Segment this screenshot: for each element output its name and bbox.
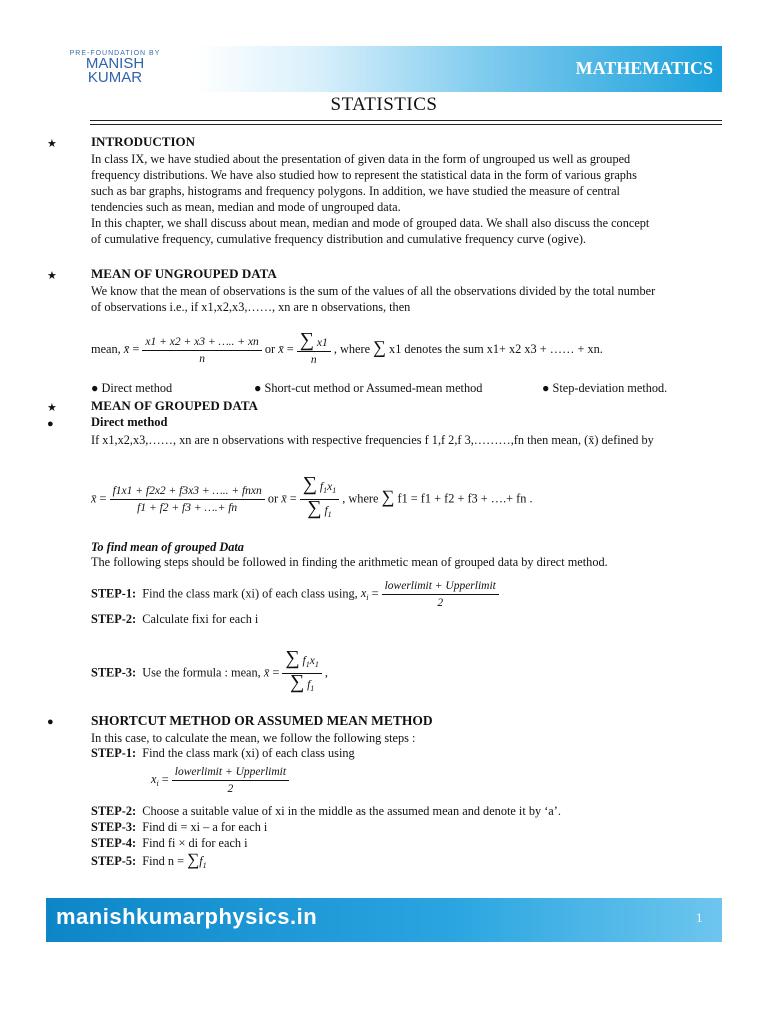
footer-url-link[interactable]: manishkumarphysics.in <box>56 904 318 929</box>
step-text: Find the class mark (xi) of each class using <box>142 746 355 760</box>
step-text: Find the class mark (xi) of each class using, <box>142 586 358 601</box>
step-label: STEP-4: <box>91 836 137 850</box>
where-text: , where <box>333 341 371 356</box>
step-label: STEP-3: <box>91 665 137 680</box>
page-number: 1 <box>696 910 703 925</box>
step-text: Choose a suitable value of xi in the middle as the assumed mean and denote it by ‘a’. <box>142 804 561 818</box>
bullet-dot: ● <box>47 716 54 728</box>
fraction-numerator: lowerlimit + Upperlimit <box>172 764 289 781</box>
grouped-fraction <box>110 483 265 516</box>
fraction-numerator: lowerlimit + Upperlimit <box>382 578 499 595</box>
find-mean-heading: To find mean of grouped Data <box>91 540 244 554</box>
fraction-denominator: f1 + f2 + f3 + ….+ fn <box>137 502 238 514</box>
star-icon: ★ <box>47 270 57 282</box>
step-label: STEP-3: <box>91 820 137 834</box>
step-row <box>91 611 258 627</box>
mean-formula: mean, x̄ = $\frac{x1 + x2 + x3 + \dots.. + xn}{n}$ or x̄ = $\frac{\sum x1}{n}$ , where ∑ x1 denotes the sum x1+ x2 x3 + …… + xn. <box>91 329 603 366</box>
step-row: STEP-3: Use the formula : mean, x̄ = $\frac{\sum f_1x_1}{\sum f_1}$ , <box>91 650 328 697</box>
classmark-fraction <box>172 764 289 797</box>
step-text: Use the formula : mean, <box>142 665 261 680</box>
method-item: ● Short-cut method or Assumed-mean method <box>254 381 483 395</box>
fraction-numerator: f1x1 + f2x2 + f3x3 + ….. + fnxn <box>110 483 265 500</box>
logo <box>55 50 175 90</box>
sum-term: x1 <box>316 337 328 349</box>
sum-fraction: $\frac{\sum x1}{n}$ <box>297 332 331 368</box>
fraction-denominator: 2 <box>227 783 234 795</box>
step-row <box>91 745 355 761</box>
bullet-dot: ● <box>47 418 54 430</box>
step-row <box>91 803 561 819</box>
shortcut-heading: SHORTCUT METHOD OR ASSUMED MEAN METHOD <box>91 713 433 728</box>
mean-fraction <box>142 334 261 367</box>
logo-name-first: MANISH <box>85 55 145 72</box>
step-label: STEP-5: <box>91 854 137 868</box>
or-text: or <box>267 491 279 506</box>
where-text: , where <box>342 491 379 506</box>
classmark-formula: $x_i$ = $\frac{\text{lowerlimit + Upperlimit}}{2}$ <box>151 764 289 797</box>
method-item: ● Direct method <box>91 381 173 395</box>
step-text: Calculate fixi for each i <box>142 612 259 626</box>
method-item: ● Step-deviation method. <box>542 381 668 395</box>
step-row <box>91 835 248 851</box>
intro-line: tendencies such as mean, median and mode of ungrouped data. <box>91 200 401 214</box>
star-icon: ★ <box>47 402 57 414</box>
step-text: Find n = <box>142 854 185 868</box>
find-mean-line: The following steps should be followed in finding the arithmetic mean of grouped data by direct method. <box>91 555 608 569</box>
sum-description: x1 denotes the sum x1+ x2 x3 + …… + xn. <box>389 341 603 356</box>
intro-line: In class IX, we have studied about the presentation of given data in the form of ungrouped us well as grouped <box>91 152 631 166</box>
title-divider <box>90 120 722 125</box>
step-label: STEP-2: <box>91 804 137 818</box>
fraction-denominator: n <box>199 352 205 365</box>
logo-tagline: PRE-FOUNDATION BY <box>69 50 161 57</box>
fraction-denominator: 2 <box>437 597 444 609</box>
star-icon: ★ <box>47 138 57 150</box>
mean-label: mean, <box>91 341 121 356</box>
step-row <box>91 819 267 835</box>
intro-line: In this chapter, we shall discuss about mean, median and mode of grouped data. We shall also discuss the concept <box>91 216 650 230</box>
intro-line: of cumulative frequency, cumulative frequency distribution and cumulative frequency curve (ogive). <box>91 232 586 246</box>
sum-expansion: f1 = f1 + f2 + f3 + ….+ fn . <box>397 491 533 506</box>
fraction-numerator: x1 + x2 + x3 + ….. + xn <box>142 334 261 351</box>
ungrouped-line: of observations i.e., if x1,x2,x3,……, xn are n observations, then <box>91 300 411 314</box>
ungrouped-line: We know that the mean of observations is the sum of the values of all the observations divided by the total number <box>91 284 656 298</box>
direct-method-heading: Direct method <box>91 415 168 429</box>
or-text: or <box>264 341 276 356</box>
shortcut-line: In this case, to calculate the mean, we follow the following steps : <box>91 731 416 745</box>
step-row: STEP-1: Find the class mark (xi) of each class using, $x_i$ = $\frac{\text{lowerlimit + Upperlimit}}{2}$ <box>91 578 499 611</box>
step-label: STEP-1: <box>91 746 137 760</box>
page-title: STATISTICS <box>330 94 438 115</box>
step-label: STEP-1: <box>91 586 137 601</box>
step-text: Find fi × di for each i <box>142 836 248 850</box>
subject-label: MATHEMATICS <box>575 58 713 78</box>
fraction-denominator: n <box>310 354 317 366</box>
sum-fraction: $\frac{\sum f_1x_1}{\sum f_1}$ <box>282 650 321 697</box>
sum-fraction: $\frac{\sum f_1x_1}{\sum f_1}$ <box>300 476 339 523</box>
ungrouped-heading: MEAN OF UNGROUPED DATA <box>91 266 277 281</box>
intro-line: frequency distributions. We have also studied how to represent the statistical data in the form of various graphs <box>91 168 637 182</box>
logo-name-last: KUMAR <box>87 69 143 86</box>
grouped-mean-formula: x̄ = $\frac{\text{f1x1 + f2x2 + f3x3 + ….. + fnxn}}{f1 + f2 + f3 + \dots.+ fn}$ or x̄ = $\frac{\sum f_1x_1}{\sum f_1}$ , where ∑ f1 = f1 + f2 + f3 + ….+ fn . <box>91 476 533 523</box>
grouped-heading: MEAN OF GROUPED DATA <box>91 398 258 413</box>
intro-heading: INTRODUCTION <box>91 134 196 149</box>
grouped-line: If x1,x2,x3,……, xn are n observations with respective frequencies f 1,f 2,f 3,………,fn then mean, (x̄) defined by <box>91 433 654 447</box>
step-text: Find di = xi – a for each i <box>142 820 268 834</box>
step-label: STEP-2: <box>91 612 137 626</box>
step-row: STEP-5: Find $n = \sum f_1$ <box>91 850 207 870</box>
classmark-fraction <box>382 578 499 611</box>
intro-line: such as bar graphs, histograms and frequency polygons. In addition, we have studied the measure of central <box>91 184 620 198</box>
